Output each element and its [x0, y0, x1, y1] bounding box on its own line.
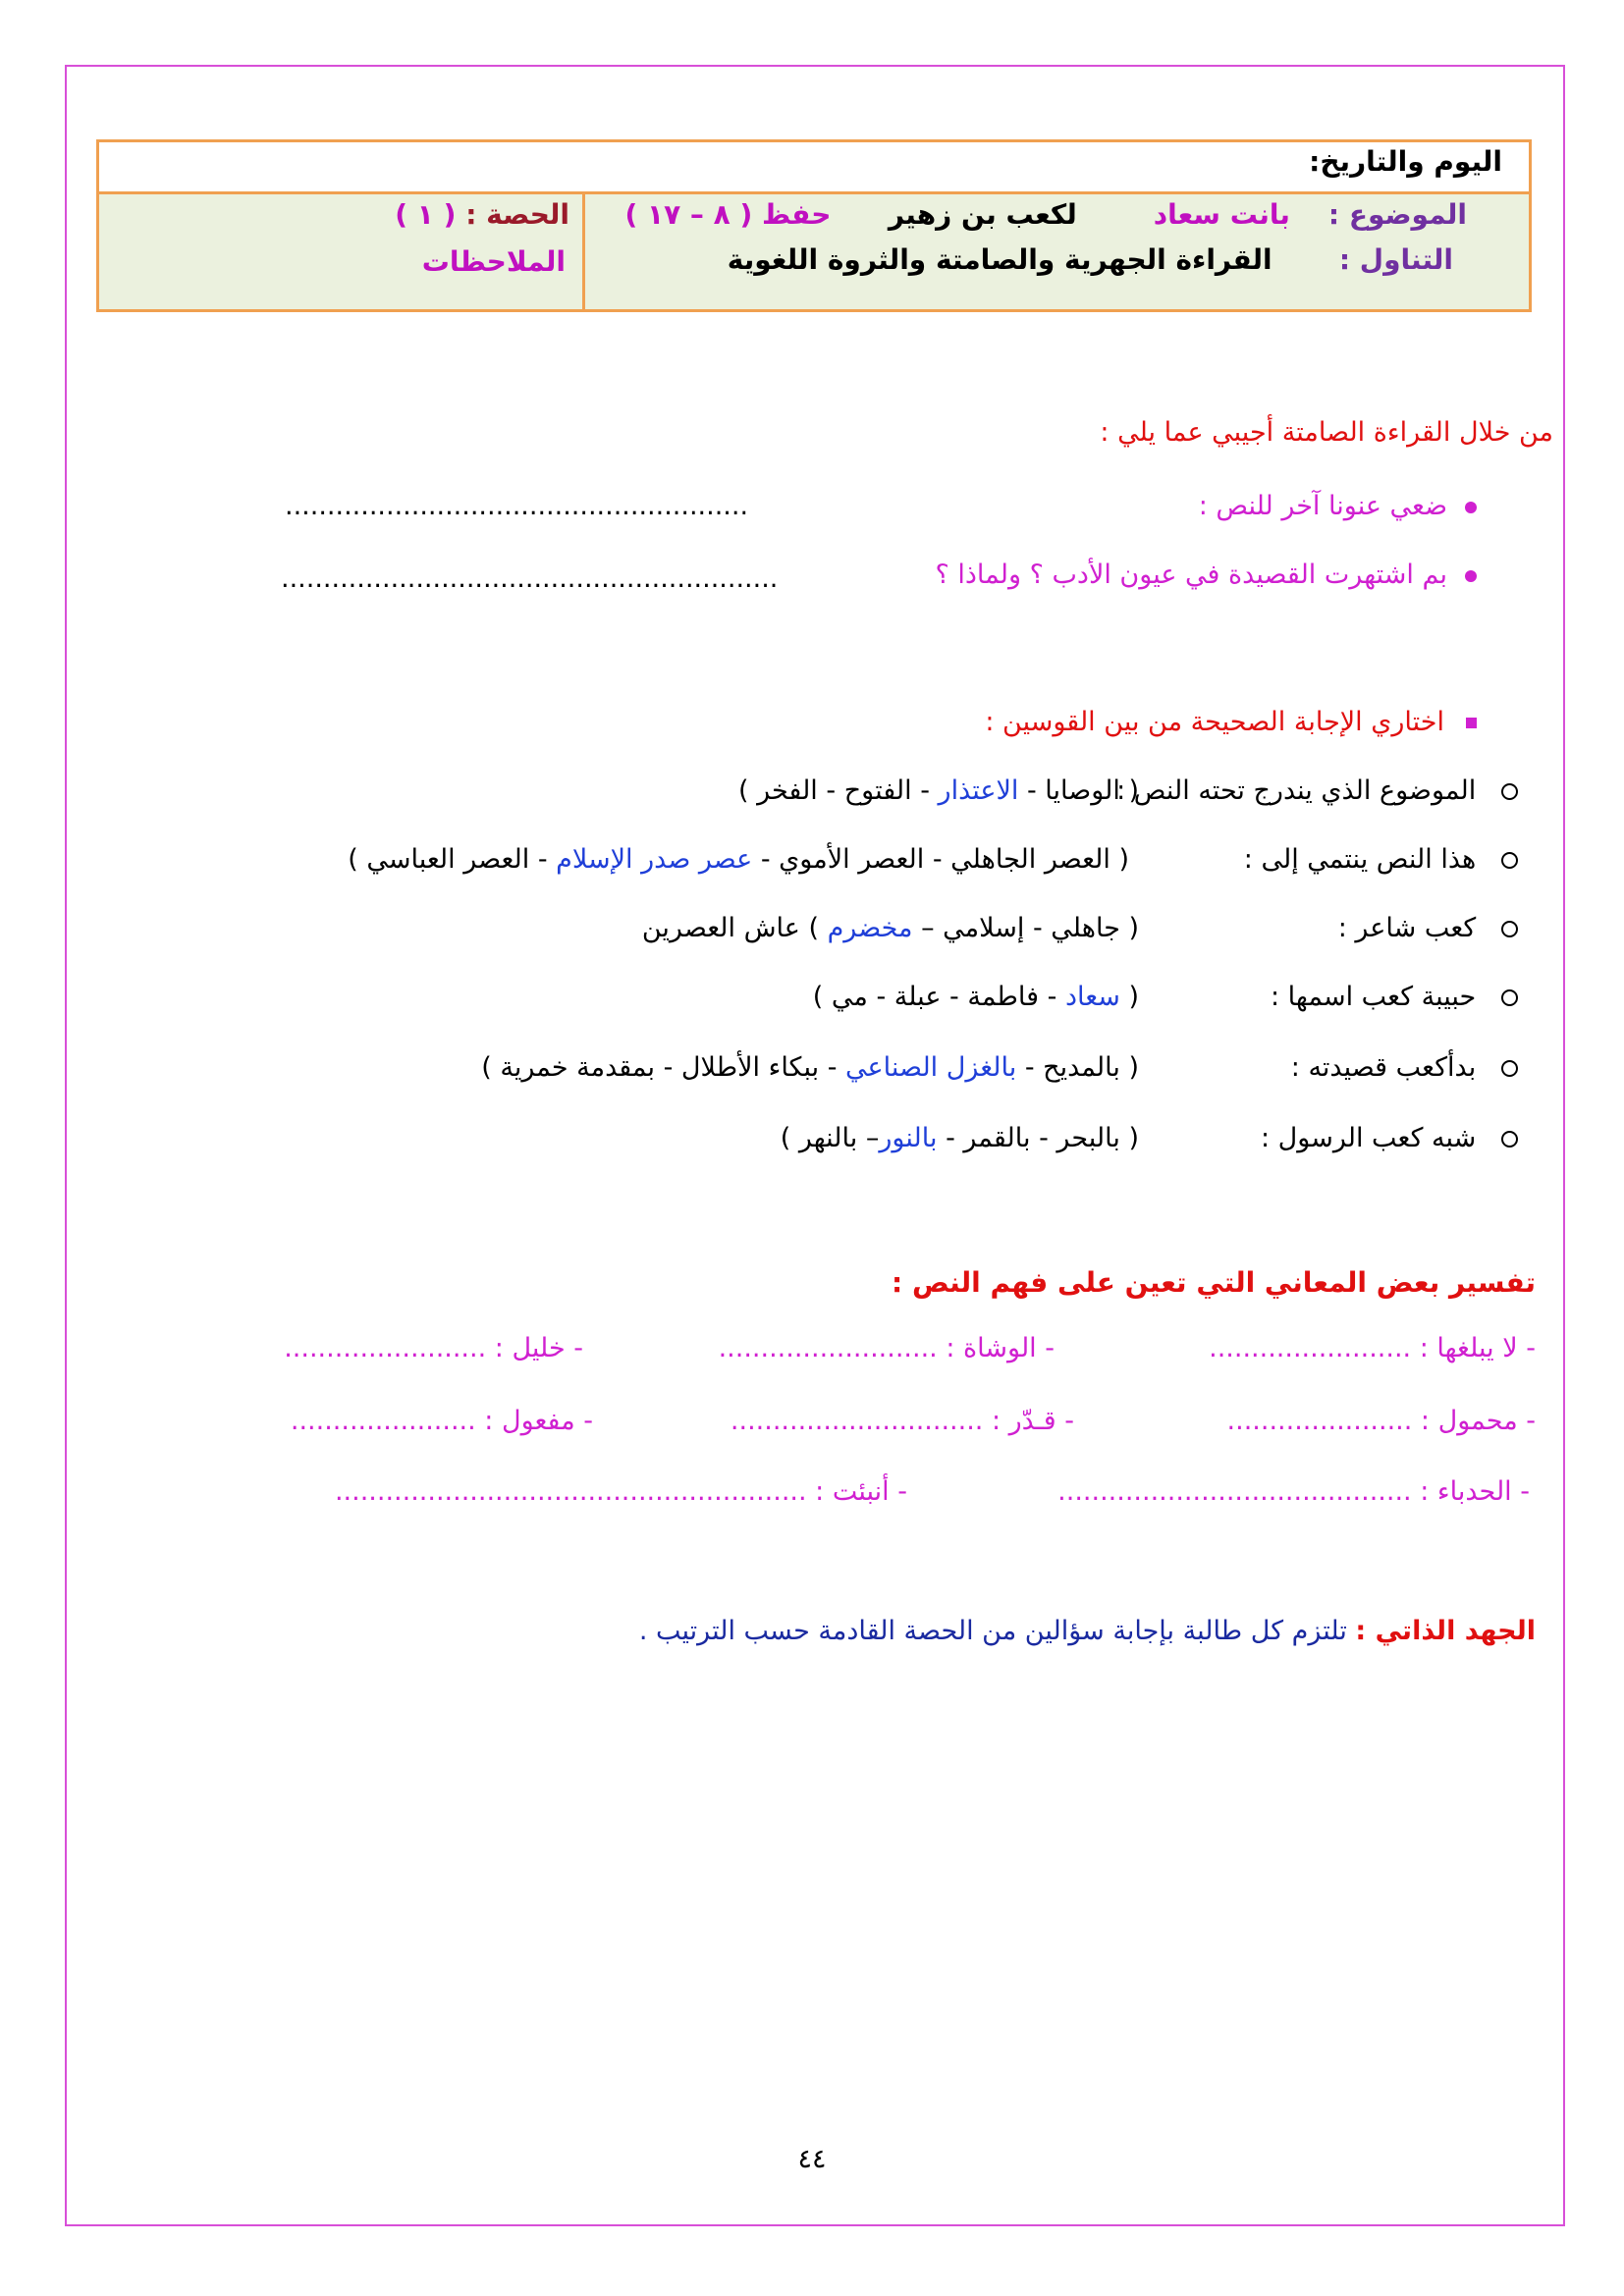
choice-question-text: كعب شاعر : — [1337, 913, 1477, 943]
choice-options[interactable] — [738, 775, 1139, 806]
choice-question — [1271, 982, 1518, 1012]
choice-options-pre: ( الوصايا - — [1026, 775, 1139, 806]
lesson-label: الحصة : — [465, 198, 569, 231]
bullet-icon — [1465, 570, 1477, 582]
square-bullet-icon — [1466, 718, 1477, 728]
choose-heading: اختاري الإجابة الصحيحة من بين القوسين : — [985, 707, 1477, 737]
choice-options-post: - الفتوح - الفخر ) — [737, 775, 939, 806]
choice-question-text: هذا النص ينتمي إلى : — [1243, 844, 1477, 875]
choice-options[interactable] — [348, 844, 1129, 875]
circle-bullet-icon — [1501, 921, 1518, 937]
self-effort-line — [639, 1616, 1536, 1646]
self-effort-label: الجهد الذاتي : — [1355, 1616, 1536, 1646]
meaning-alwushat[interactable]: - الوشاة : .......................... — [718, 1333, 1055, 1363]
approach-text: القراءة الجهرية والصامتة والثروة اللغوية — [727, 243, 1272, 276]
choice-question-text: الموضوع الذي يندرج تحته النص : — [1116, 775, 1477, 806]
approach-line — [728, 243, 1453, 276]
answer-line-2[interactable]: ........................................................... — [281, 563, 779, 594]
choice-options-pre: ( جاهلي - إسلامي – — [921, 913, 1139, 943]
meaning-mafool[interactable]: - مفعول : ...................... — [290, 1406, 593, 1436]
subject-label: الموضوع : — [1327, 198, 1467, 231]
choice-question — [1244, 844, 1518, 875]
meaning-qaddar[interactable]: - قـدّر : .............................. — [730, 1406, 1074, 1436]
subject-title: بانت سعاد — [1153, 198, 1290, 231]
meaning-khalil[interactable]: - خليل : ........................ — [284, 1333, 583, 1363]
choice-options-post: - ببكاء الأطلال - بمقدمة خمرية ) — [481, 1052, 846, 1083]
choice-question — [1338, 913, 1518, 943]
lesson-line — [395, 198, 569, 231]
header-divider — [582, 194, 585, 309]
subject-line — [624, 198, 1467, 231]
correct-answer: بالغزل الصناعي — [845, 1052, 1025, 1083]
question-2: بم اشتهرت القصيدة في عيون الأدب ؟ ولماذا ؟ — [935, 560, 1477, 590]
correct-answer: الاعتذار — [938, 775, 1027, 806]
silent-reading-heading: من خلال القراءة الصامتة أجيبي عما يلي : — [1100, 417, 1553, 448]
circle-bullet-icon — [1501, 852, 1518, 869]
approach-label: التناول : — [1338, 243, 1453, 276]
memorize-range: حفظ ( ٨ – ١٧ ) — [624, 198, 832, 231]
meanings-heading: تفسير بعض المعاني التي تعين على فهم النص : — [892, 1266, 1536, 1299]
answer-line-1[interactable]: ....................................................... — [285, 491, 749, 521]
choice-question — [1261, 1123, 1518, 1153]
page-number: ٤٤ — [797, 2144, 827, 2174]
question-1: ضعي عنونا آخر للنص : — [1199, 491, 1477, 521]
lesson-value: ( ١ ) — [395, 198, 457, 231]
correct-answer: مخضرم — [827, 913, 922, 943]
choice-question — [1291, 1052, 1518, 1083]
choice-question — [1116, 775, 1518, 806]
choice-question-text: حبيبة كعب اسمها : — [1271, 982, 1477, 1012]
choice-options[interactable] — [481, 1052, 1139, 1083]
choice-options-post: ) عاش العصرين — [641, 913, 828, 943]
meaning-alhadba[interactable]: - الحدباء : .......................................... — [1057, 1476, 1530, 1507]
choice-options[interactable] — [642, 913, 1139, 943]
choice-question-text: بدأكعب قصيدته : — [1290, 1052, 1477, 1083]
bullet-icon — [1465, 502, 1477, 513]
choice-options-pre: ( بالبحر - بالقمر - — [946, 1123, 1139, 1153]
self-effort-text: تلتزم كل طالبة بإجابة سؤالين من الحصة القادمة حسب الترتيب . — [638, 1616, 1356, 1646]
circle-bullet-icon — [1501, 1060, 1518, 1077]
day-date-label: اليوم والتاريخ: — [1309, 145, 1502, 178]
circle-bullet-icon — [1501, 989, 1518, 1006]
choice-options-pre: ( — [1128, 982, 1139, 1012]
meaning-la-yablughuha[interactable]: - لا يبلغها : ........................ — [1209, 1333, 1536, 1363]
subject-author: لكعب بن زهير — [888, 198, 1077, 231]
correct-answer: سعاد — [1064, 982, 1129, 1012]
choice-question-text: شبه كعب الرسول : — [1260, 1123, 1477, 1153]
choice-options[interactable] — [813, 982, 1139, 1012]
correct-answer: عصر صدر الإسلام — [556, 844, 761, 875]
circle-bullet-icon — [1501, 1131, 1518, 1148]
notes-label: الملاحظات — [421, 245, 566, 278]
choice-options-post: – بالنهر ) — [780, 1123, 880, 1153]
meaning-mahmul[interactable]: - محمول : ...................... — [1226, 1406, 1536, 1436]
circle-bullet-icon — [1501, 783, 1518, 800]
meaning-unbiet[interactable]: - أنبئت : ........................................................ — [334, 1476, 907, 1507]
choice-options-pre: ( العصر الجاهلي - العصر الأموي - — [760, 844, 1129, 875]
choice-options[interactable] — [781, 1123, 1139, 1153]
choice-options-pre: ( بالمديح - — [1024, 1052, 1139, 1083]
choice-options-post: - فاطمة - عبلة - مي ) — [812, 982, 1065, 1012]
correct-answer: بالنور — [879, 1123, 947, 1153]
choice-options-post: - العصر العباسي ) — [348, 844, 557, 875]
